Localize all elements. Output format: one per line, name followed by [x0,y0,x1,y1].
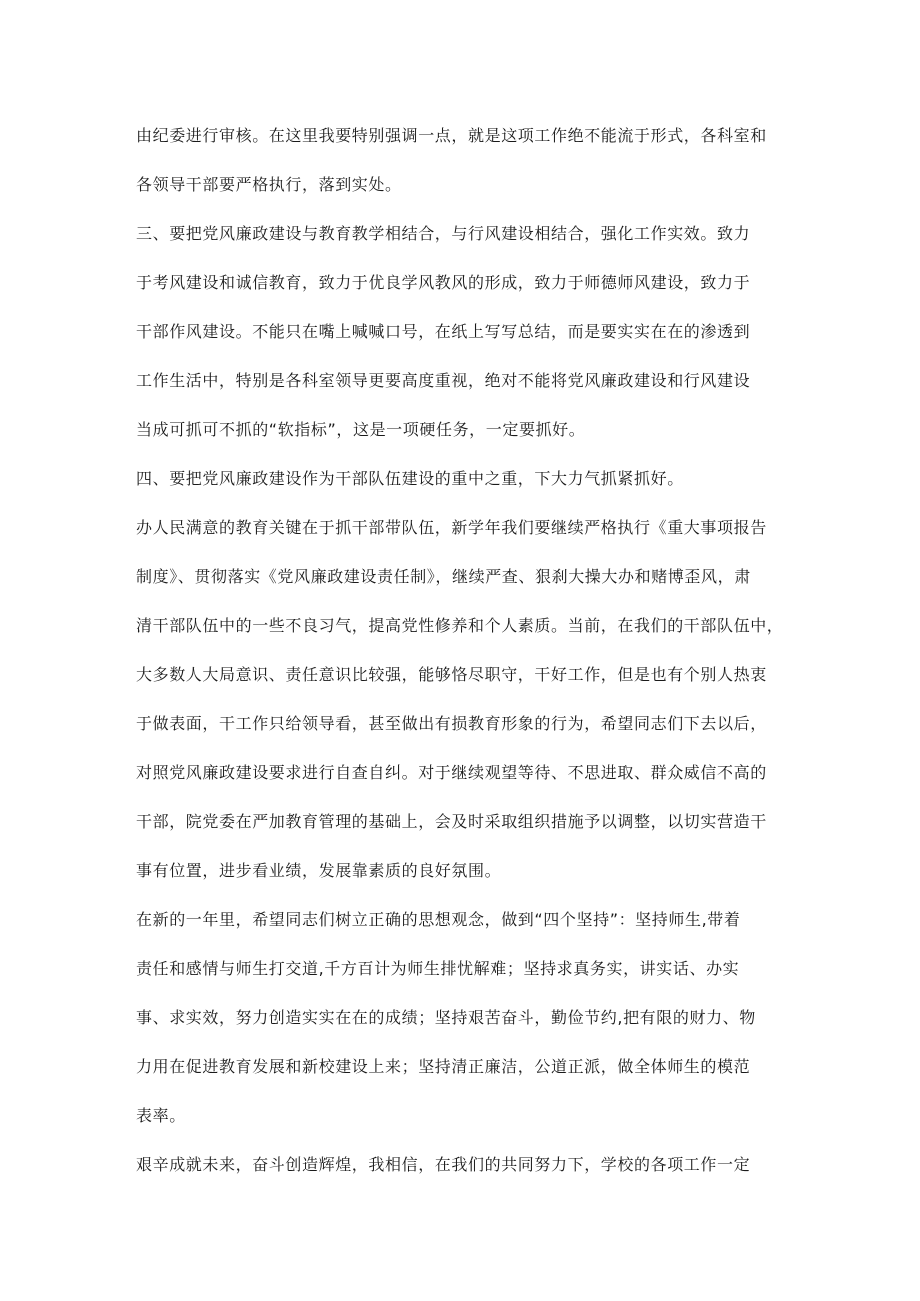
text-line: 于做表面，干工作只给领导看，甚至做出有损教育形象的行为，希望同志们下去以后， [136,714,767,733]
text-line: 干部，院党委在严加教育管理的基础上，会及时采取组织措施予以调整，以切实营造干 [136,812,767,831]
text-line: 表率。 [136,1106,186,1125]
text-line: 由纪委进行审核。在这里我要特别强调一点，就是这项工作绝不能流于形式，各科室和 [136,126,767,145]
text-line: 办人民满意的教育关键在于抓干部带队伍，新学年我们要继续严格执行《重大事项报告 [136,518,767,537]
text-line: 责任和感情与师生打交道,千方百计为师生排忧解难；坚持求真务实，讲实话、办实 [136,959,740,978]
paragraph-heading: 三、要把党风廉政建设与教育教学相结合，与行风建设相结合，强化工作实效。致力 [136,224,751,243]
text-line: 工作生活中，特别是各科室领导更要高度重视，绝对不能将党风廉政建设和行风建设 [136,371,751,390]
text-line: 事有位置，进步看业绩，发展靠素质的良好氛围。 [136,861,502,880]
text-line: 制度》、贯彻落实《党风廉政建设责任制》，继续严查、狠刹大操大办和赌博歪风，肃 [136,567,751,586]
paragraph-heading: 四、要把党风廉政建设作为干部队伍建设的重中之重，下大力气抓紧抓好。 [136,469,684,488]
text-line: 对照党风廉政建设要求进行自查自纠。对于继续观望等待、不思进取、群众威信不高的 [136,763,767,782]
text-line: 清干部队伍中的一些不良习气，提高党性修养和个人素质。当前，在我们的干部队伍中， [136,616,784,635]
text-line: 干部作风建设。不能只在嘴上喊喊口号，在纸上写写总结，而是要实实在在的渗透到 [136,322,751,341]
text-line: 艰辛成就未来，奋斗创造辉煌，我相信，在我们的共同努力下，学校的各项工作一定 [136,1155,751,1174]
text-line: 当成可抓可不抓的“软指标”，这是一项硬任务，一定要抓好。 [136,420,586,439]
text-line: 事、求实效，努力创造实实在在的成绩；坚持艰苦奋斗，勤俭节约,把有限的财力、物 [136,1008,756,1027]
text-line: 大多数人大局意识、责任意识比较强，能够恪尽职守，干好工作，但是也有个别人热衷 [136,665,767,684]
text-line: 力用在促进教育发展和新校建设上来；坚持清正廉洁，公道正派，做全体师生的模范 [136,1057,751,1076]
text-line: 各领导干部要严格执行，落到实处。 [136,175,402,194]
text-line: 于考风建设和诚信教育，致力于优良学风教风的形成，致力于师德师风建设，致力于 [136,273,751,292]
text-line: 在新的一年里，希望同志们树立正确的思想观念，做到“四个坚持”：坚持师生,带着 [136,910,741,929]
